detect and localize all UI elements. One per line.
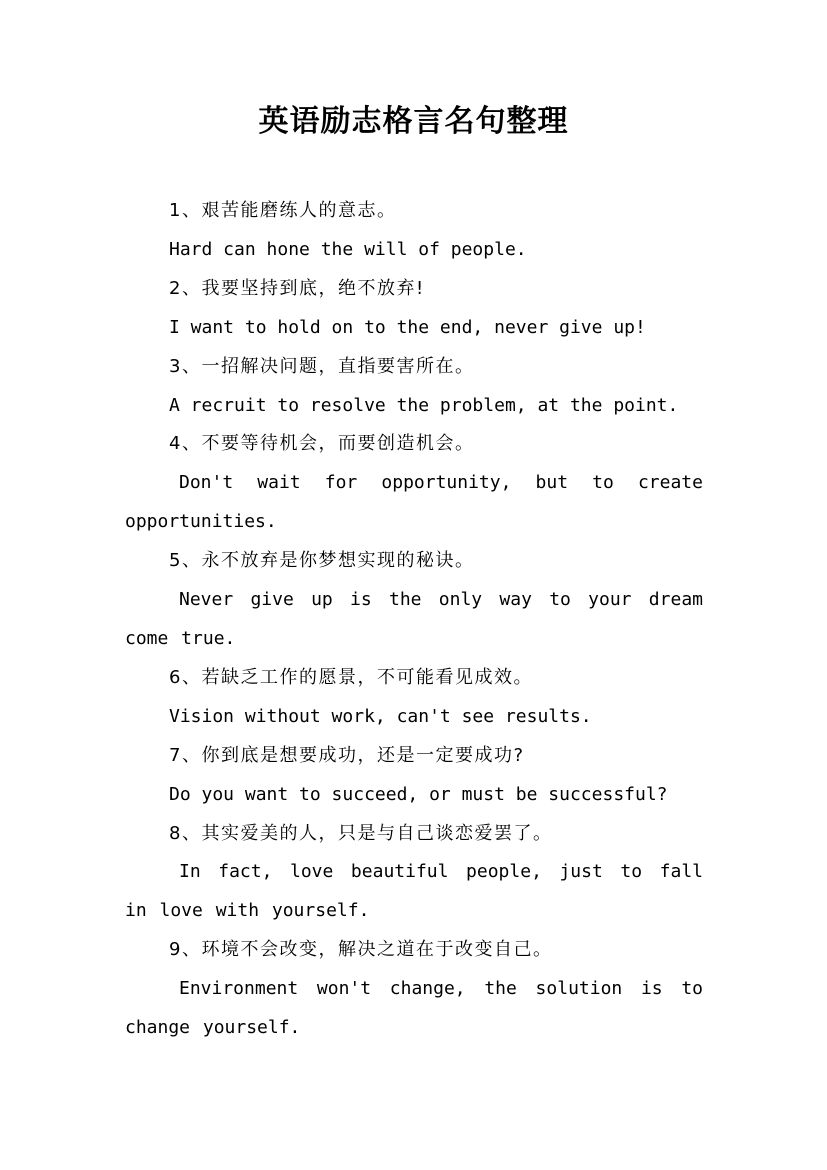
quote-1-english: Hard can hone the will of people. — [169, 238, 527, 260]
document-title: 英语励志格言名句整理 — [258, 104, 569, 139]
quote-9-chinese: 9、环境不会改变，解决之道在于改变自己。 — [169, 939, 553, 961]
quote-6-chinese: 6、若缺乏工作的愿景，不可能看见成效。 — [169, 666, 533, 688]
quote-5-chinese: 5、永不放弃是你梦想实现的秘诀。 — [169, 550, 475, 572]
quote-3-chinese: 3、一招解决问题，直指要害所在。 — [169, 355, 475, 377]
quote-7-chinese: 7、你到底是想要成功，还是一定要成功? — [169, 744, 525, 766]
quote-2-english: I want to hold on to the end, never give up! — [169, 316, 646, 338]
quote-2-chinese: 2、我要坚持到底，绝不放弃! — [169, 277, 425, 299]
quote-8-english: In fact, love beautiful people, just to fall in love with yourself. — [125, 861, 703, 922]
quote-8-chinese: 8、其实爱美的人，只是与自己谈恋爱罢了。 — [169, 822, 553, 844]
quote-4-english: Don't wait for opportunity, but to create opportunities. — [125, 472, 703, 533]
quote-5-english: Never give up is the only way to your dream come true. — [125, 589, 703, 649]
quote-7-english: Do you want to succeed, or must be successful? — [169, 783, 668, 805]
quote-1-chinese: 1、艰苦能磨练人的意志。 — [169, 200, 397, 221]
quote-list — [125, 192, 703, 1048]
quote-6-english: Vision without work, can't see results. — [169, 705, 592, 727]
quote-9-english: Environment won't change, the solution is to change yourself. — [125, 978, 703, 1039]
quote-4-chinese: 4、不要等待机会，而要创造机会。 — [169, 433, 475, 455]
quote-3-english: A recruit to resolve the problem, at the point. — [169, 394, 679, 416]
